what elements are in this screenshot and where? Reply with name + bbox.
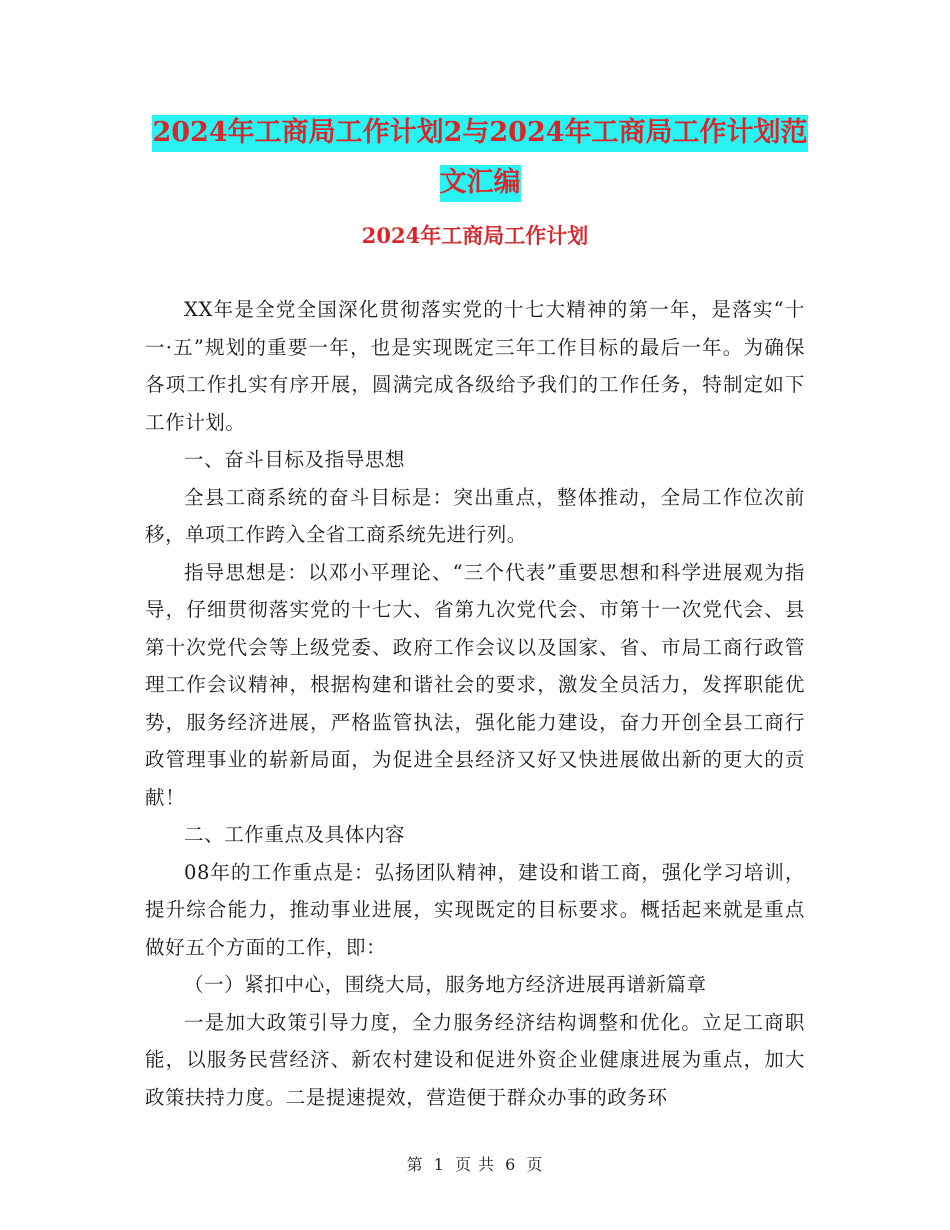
paragraph-guiding-ideology: 指导思想是：以邓小平理论、“三个代表”重要思想和科学进展观为指导，仔细贯彻落实党的十七大、省第九次党代会、市第十一次党代会、县第十次党代会等上级党委、政府工作会议以及国家、省、市局工商行政管理工作会议精神，根据构建和谐社会的要求，激发全员活力，发挥职能优势，服务经济进展，严格监管执法，强化能力建设，奋力开创全县工商行政管理事业的崭新局面，为促进全县经济又好又快进展做出新的更大的贡献！ [145,560,805,809]
paragraph-work-focus: 08年的工作重点是：弘扬团队精神，建设和谐工商，强化学习培训，提升综合能力，推动事业进展，实现既定的目标要求。概括起来就是重点做好五个方面的工作，即： [145,860,805,959]
paragraph-intro: XX年是全党全国深化贯彻落实党的十七大精神的第一年，是落实“十一·五”规划的重要一年，也是实现既定三年工作目标的最后一年。为确保各项工作扎实有序开展，圆满完成各级给予我们的工作任务，特制定如下工作计划。 [145,298,805,434]
document-title [145,108,815,208]
paragraph-policy: 一是加大政策引导力度，全力服务经济结构调整和优化。立足工商职能，以服务民营经济、新农村建设和促进外资企业健康进展为重点，加大政策扶持力度。二是提速提效，营造便于群众办事的政务环 [145,1010,805,1109]
heading-subsection-1: （一）紧扣中心，围绕大局，服务地方经济进展再谱新篇章 [184,973,707,996]
heading-work-focus: 二、工作重点及具体内容 [184,823,406,846]
footer-suffix: 页 [526,1155,544,1174]
document-title-line2: 文汇编 [440,165,521,202]
document-body [145,291,805,1116]
section-title: 2024年工商局工作计划 [361,223,589,248]
footer-page-number: 1 [433,1155,445,1174]
document-title-line1: 2024年工商局工作计划2与2024年工商局工作计划范 [152,115,807,152]
footer-middle: 页 共 [454,1155,496,1174]
footer-total-pages: 6 [505,1155,517,1174]
heading-goals: 一、奋斗目标及指导思想 [184,448,406,471]
paragraph-goals: 全县工商系统的奋斗目标是：突出重点，整体推动，全局工作位次前移，单项工作跨入全省工商系统先进行列。 [145,485,805,546]
page-footer [0,1152,950,1175]
footer-prefix: 第 [406,1155,424,1174]
